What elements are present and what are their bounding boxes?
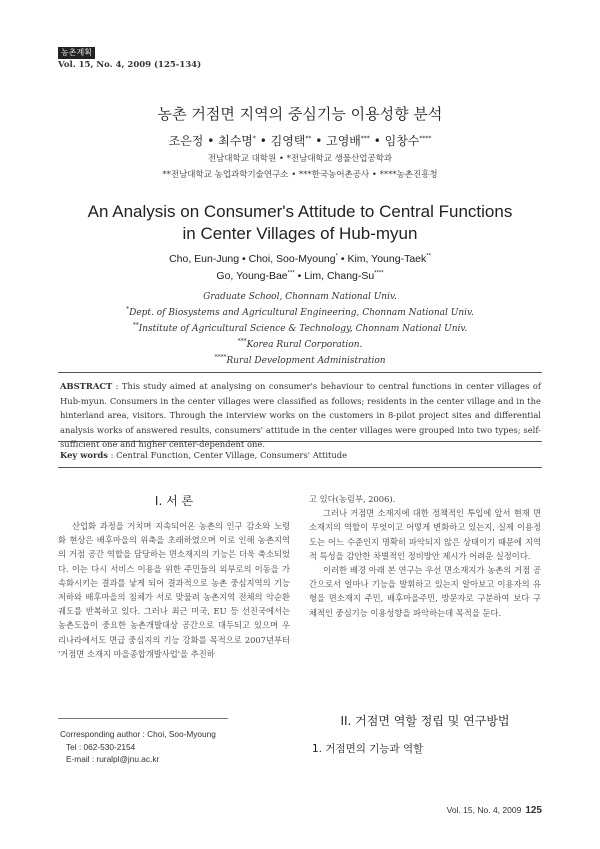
author-en-name: Cho, Eun-Jung	[169, 253, 240, 265]
title-korean: 농촌 거점면 지역의 중심기능 이용성향 분석	[157, 105, 443, 123]
footnote-author: Corresponding author : Choi, Soo-Myoung	[60, 729, 216, 739]
affiliation-english-1: *Dept. of Biosystems and Agricultural Engineering, Chonnam National Univ.	[126, 306, 474, 318]
author-ko-name: 고영배	[326, 134, 361, 148]
author-en-mark: *	[335, 253, 338, 260]
affiliation-english-3: ***Korea Rural Corporation.	[237, 338, 363, 350]
rule-top	[58, 372, 542, 373]
author-separator: •	[203, 134, 219, 148]
author-en-mark: ***	[287, 270, 295, 277]
paragraph-3: 이러한 배경 아래 본 연구는 우선 면소재지가 농촌의 거점 공간으로서 얼마나 기능을 발휘하고 있는지 알아보고 이용자의 유형을 면소재지 주민, 배후마을주민, 방문자로 구분하여 보다 구체적인 중심기능 이용성향을 파악하는데 목적을 둔다.	[309, 565, 541, 618]
affiliation-english-2: **Institute of Agricultural Science & Technology, Chonnam National Univ.	[132, 322, 468, 334]
affiliation-english-0: Graduate School, Chonnam National Univ.	[203, 292, 397, 302]
rule-mid	[58, 441, 542, 442]
keywords-label: Key words	[60, 450, 108, 460]
paragraph-2: 그러나 거점면 소재지에 대한 정책적인 투입에 앞서 현재 면소재지의 역할이 무엇이고 어떻게 변화하고 있는지, 실제 이용정도는 어느 수준인지 명확히 파악되지 않은 상태이기 때문에 지역적 특성을 감안한 차별적인 정비방안 제시가 어려운 실정이다.	[309, 508, 541, 561]
affiliation-korean-line1: 전남대학교 대학원 • *전남대학교 생물산업공학과	[207, 154, 393, 164]
continuation-line: 고 있다(농림부, 2006).	[309, 494, 396, 504]
abstract-text: : This study aimed at analysing on consumer's behaviour to central functions in center villages of Hub-myun. Consumers in the center villages were classified as follows; residents in the center village and in the hinterland area, visitors. Through the interview works on the customers in 8-pilot project sites and differential analysis works of answered results, consumers' attitude in the center villages were grouped into two types; self-sufficient one and higher center-dependent one.	[60, 381, 541, 449]
authors-korean	[0, 132, 600, 149]
folio-text: Vol. 15, No. 4, 2009	[446, 805, 522, 815]
page-number: 125	[525, 805, 542, 816]
right-column-body	[309, 492, 541, 620]
footnote-tel: Tel : 062-530-2154	[66, 741, 136, 752]
section-2-title: II. 거점면 역할 정립 및 연구방법	[340, 714, 510, 728]
author-ko-name: 김영택	[270, 134, 306, 148]
author-en-name: Lim, Chang-Su	[304, 270, 375, 282]
author-separator: •	[369, 134, 385, 148]
footnote	[60, 728, 216, 766]
affiliation-english-4: ****Rural Development Administration	[214, 354, 386, 366]
author-ko-mark: *	[252, 135, 256, 142]
section-1-title: I. 서 론	[154, 494, 194, 508]
section-1-body	[58, 519, 290, 661]
author-en-name: Go, Young-Bae	[216, 270, 288, 282]
abstract-label: ABSTRACT	[60, 381, 113, 391]
author-separator: •	[337, 253, 348, 265]
author-ko-mark: ***	[360, 135, 370, 142]
author-en-name: Kim, Young-Taek	[347, 253, 427, 265]
section-1-paragraph: 산업화 과정을 거치며 지속되어온 농촌의 인구 감소와 노령화 현상은 배후마을의 위축을 초래하였으며 이로 인해 농촌지역의 거점 공간 역할을 담당하는 면소재지의 기능은 더욱 축소되었다. 이는 다시 서비스 이용을 위한 주민들의 외부로의 이동을 가속화시키는 결과를 낳게 되어 결과적으로 농촌 중심지역의 기능 저하와 배후마을의 침체가 서로 맞물려 농촌지역 전체의 악순환 궤도를 반복하고 있다. 그러나 최근 미국, EU 등 선진국에서는 농촌도읍이 중요한 농촌개발대상 공간으로 대두되고 있으며 우리나라에서도 면급 중심지의 기능 강화를 목적으로 2007년부터 '거점면 소재지 마을종합개발사업'을 추진하	[58, 521, 290, 659]
author-separator: •	[255, 134, 271, 148]
author-en-name: Choi, Soo-Myoung	[248, 253, 336, 265]
title-english-line2: in Center Villages of Hub-myun	[182, 224, 418, 243]
volume-info: Vol. 15, No. 4, 2009 (125-134)	[58, 60, 202, 70]
author-separator: •	[311, 134, 327, 148]
author-en-mark: ****	[374, 270, 384, 277]
author-en-mark: **	[426, 253, 431, 260]
page-folio	[447, 805, 542, 816]
journal-badge: 농촌계획	[58, 47, 95, 59]
rule-bottom	[58, 467, 542, 468]
title-english-line1: An Analysis on Consumer's Attitude to Central Functions	[87, 202, 513, 221]
authors-english-line1	[0, 253, 600, 265]
author-ko-mark: ****	[419, 135, 432, 142]
author-separator: •	[294, 270, 305, 282]
authors-english-line2	[0, 270, 600, 282]
title-english	[0, 201, 600, 245]
author-ko-name: 조은정	[168, 134, 204, 148]
affiliation-korean-line2: **전남대학교 농업과학기술연구소 • ***한국농어촌공사 • ****농촌진흥청	[162, 170, 438, 180]
author-ko-mark: **	[305, 135, 312, 142]
footnote-email: E-mail : ruralpl@jnu.ac.kr	[66, 754, 160, 764]
footnote-rule	[58, 718, 228, 719]
author-separator: •	[239, 253, 249, 265]
keywords	[60, 450, 541, 460]
author-ko-name: 최수명	[218, 134, 253, 148]
subsection-title: 1. 거점면의 기능과 역할	[312, 743, 424, 755]
keywords-text: : Central Function, Center Village, Consumers' Attitude	[107, 450, 348, 460]
author-ko-name: 임창수	[384, 134, 420, 148]
